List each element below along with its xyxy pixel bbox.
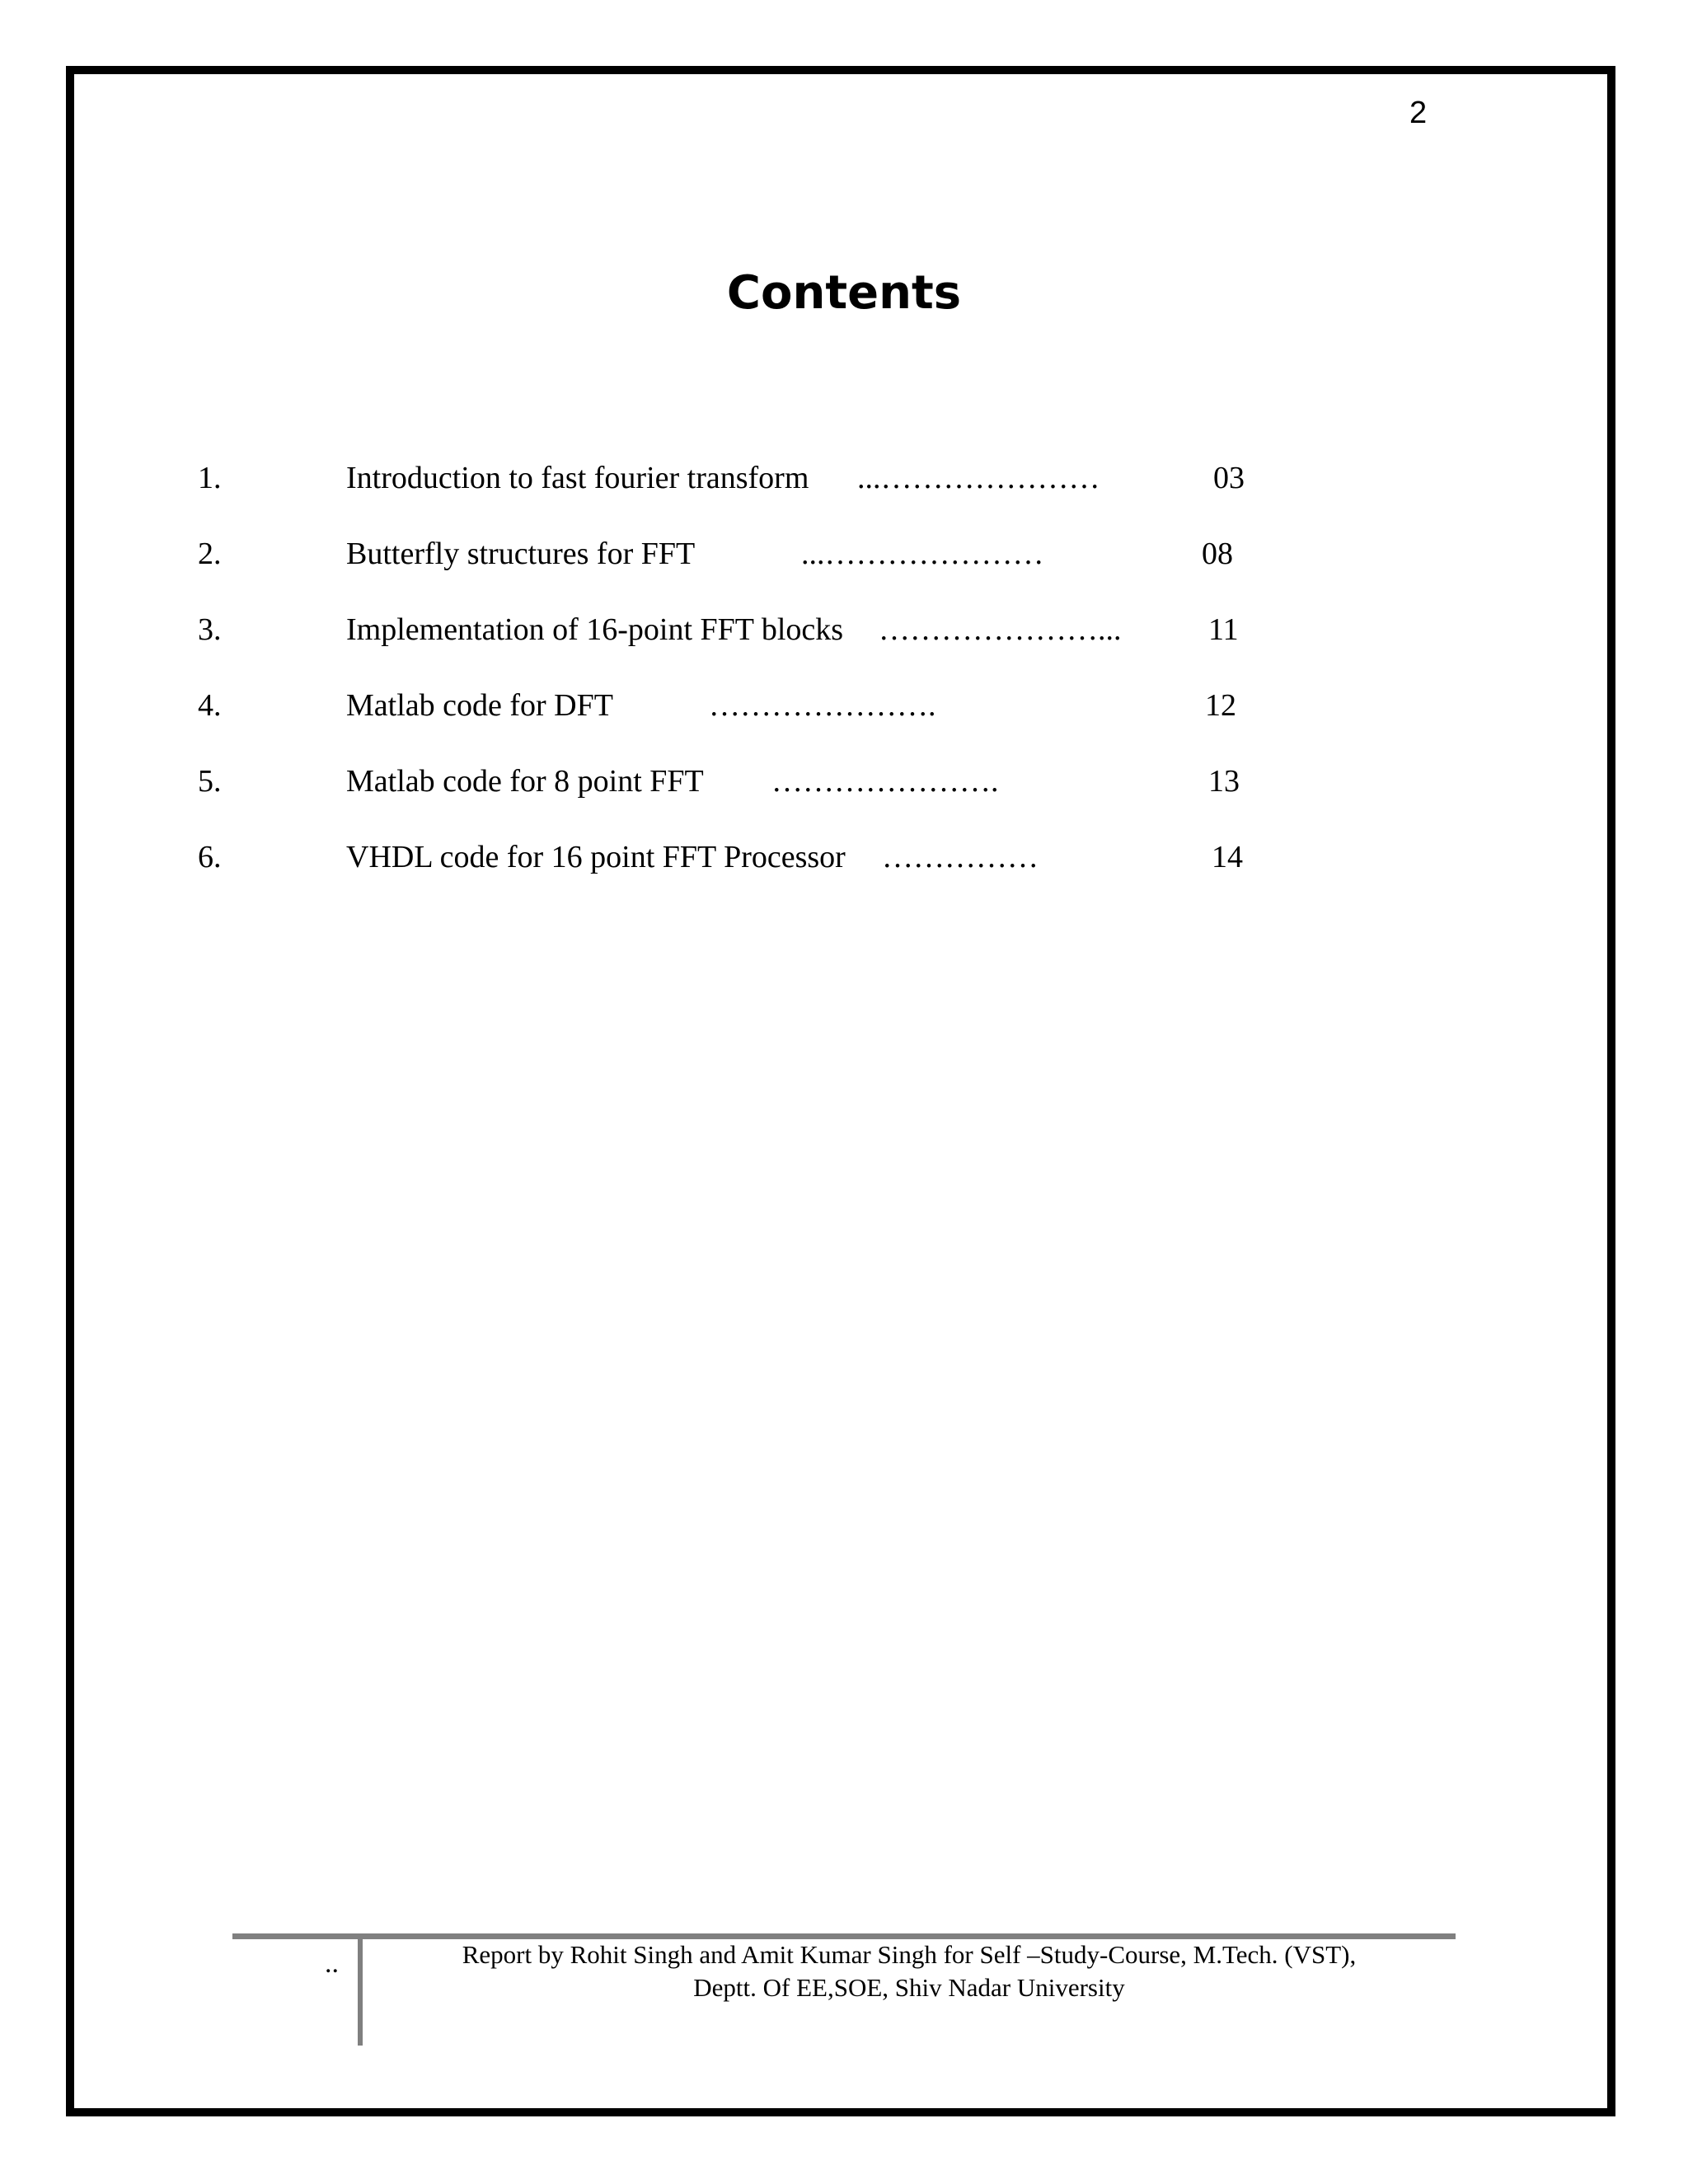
toc-entry-number: 2. [198, 537, 222, 571]
toc-entry-leader: ...………………… [801, 537, 1044, 571]
toc-entry-page: 13 [1208, 764, 1240, 799]
toc-entry-number: 1. [198, 461, 222, 495]
footer-mark: .. [325, 1948, 339, 1979]
toc-entry[interactable] [0, 529, 1688, 579]
toc-entry-page: 11 [1208, 612, 1239, 647]
toc-entry[interactable] [0, 605, 1688, 654]
toc-entry[interactable] [0, 757, 1688, 806]
toc-entry-title: VHDL code for 16 point FFT Processor [346, 840, 846, 874]
toc-entry-title: Matlab code for 8 point FFT [346, 764, 704, 799]
footer-line-2: Deptt. Of EE,SOE, Shiv Nadar University [693, 1973, 1125, 2002]
toc-entry-leader: ...………………… [857, 461, 1100, 495]
toc-entry-number: 6. [198, 840, 222, 874]
toc-entry-leader: …………………. [771, 764, 999, 799]
page-number: 2 [1409, 96, 1428, 130]
toc-entry-page: 12 [1205, 688, 1236, 723]
page-border [66, 66, 1615, 2116]
footer-line-1: Report by Rohit Singh and Amit Kumar Singh for Self –Study-Course, M.Tech. (VST), [462, 1940, 1357, 1969]
toc-entry-title: Introduction to fast fourier transform [346, 461, 809, 495]
toc-entry-page: 03 [1213, 461, 1245, 495]
footer-text [363, 1938, 1456, 2004]
toc-entry-page: 08 [1202, 537, 1233, 571]
toc-entry-leader: …………… [882, 840, 1039, 874]
toc-entry-title: Matlab code for DFT [346, 688, 613, 723]
toc-entry-leader: …………………. [709, 688, 936, 723]
page-title: Contents [726, 266, 962, 320]
toc-entry-number: 5. [198, 764, 222, 799]
toc-entry-page: 14 [1212, 840, 1243, 874]
toc-entry[interactable] [0, 453, 1688, 503]
toc-entry-title: Implementation of 16-point FFT blocks [346, 612, 844, 647]
toc-entry[interactable] [0, 681, 1688, 730]
toc-entry-title: Butterfly structures for FFT [346, 537, 696, 571]
toc-entry[interactable] [0, 832, 1688, 882]
toc-entry-number: 4. [198, 688, 222, 723]
toc-entry-number: 3. [198, 612, 222, 647]
toc-entry-leader: …………………... [879, 612, 1122, 647]
